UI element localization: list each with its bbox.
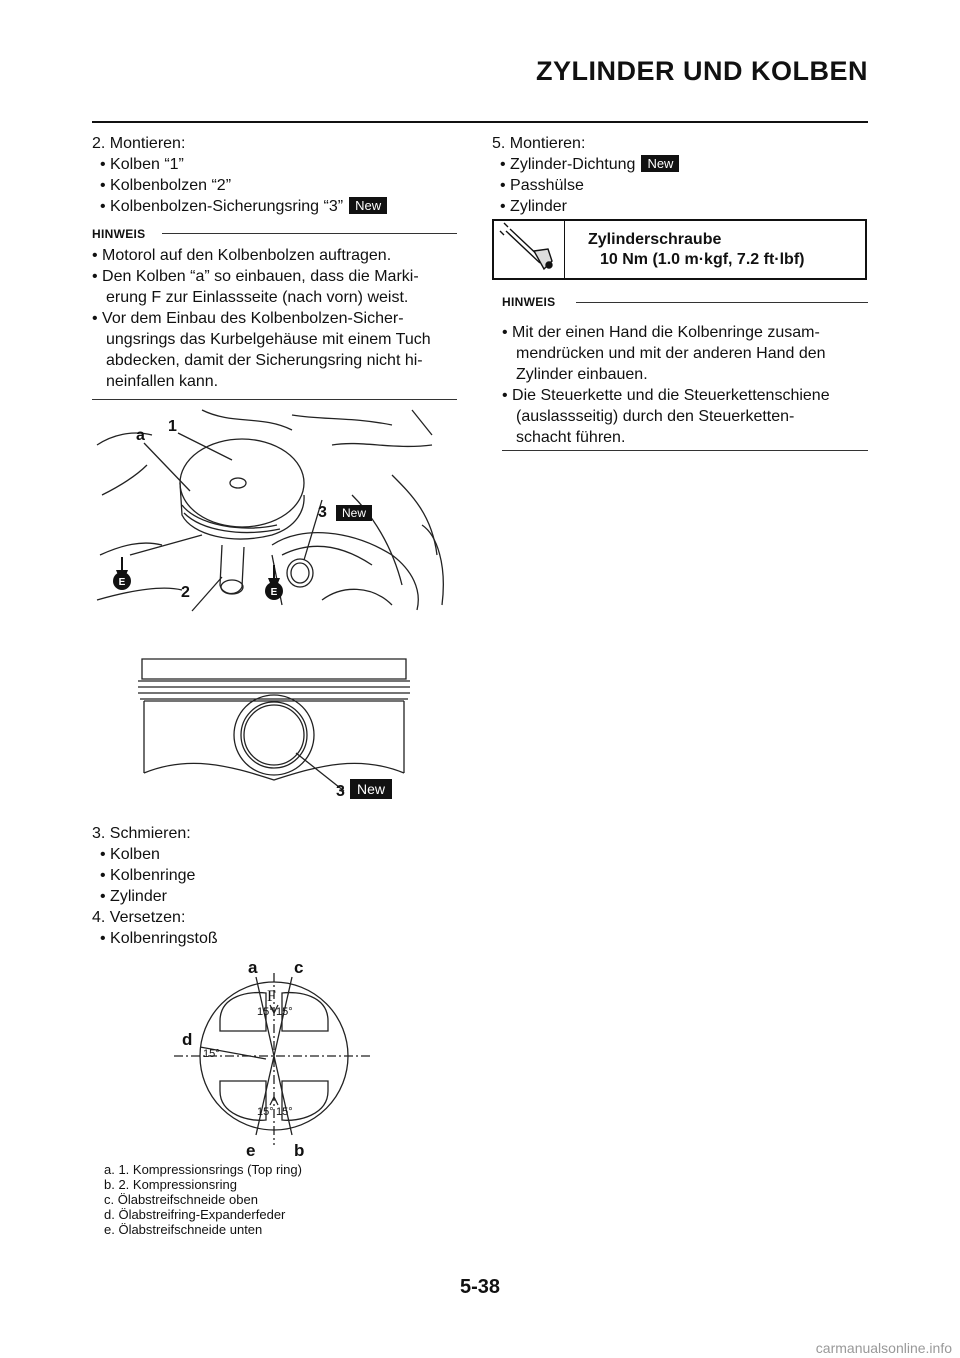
new-badge-fig1-text: New [341,506,367,520]
piston-install-figure [92,405,457,615]
angle-label: 15° [257,1006,274,1018]
header-rule [92,121,868,123]
note-right-6: schacht führen. [516,429,626,446]
hinweis-label-right: HINWEIS [502,295,556,309]
step2-item-1: • Kolben “1” [100,156,184,173]
hinweis-rule-left [162,233,457,234]
new-badge: New [349,197,387,214]
step5-item-1-text: • Zylinder-Dichtung [500,156,636,173]
label-e: e [246,1141,256,1160]
page-title: ZYLINDER UND KOLBEN [536,56,868,86]
oil-symbol-right [265,565,283,600]
label-a: a [136,427,145,444]
caption-b: b. 2. Kompressionsring [104,1177,237,1192]
note-left-7: neinfallen kann. [106,373,219,390]
note-left-5: ungsrings das Kurbelgehäuse mit einem Tuch [106,331,431,348]
new-badge: New [641,155,679,172]
label-2: 2 [181,584,190,601]
notes-end-rule-left [92,399,457,400]
label-c: c [294,958,304,977]
step3-item-1: • Kolben [100,846,160,863]
angle-label: 15° [257,1106,274,1118]
ring-gap-diagram [170,955,380,1160]
step2-item-3 [100,196,387,217]
step3-item-2: • Kolbenringe [100,867,196,884]
note-left-2: • Den Kolben “a” so einbauen, dass die Marki- [92,268,419,285]
note-left-4: • Vor dem Einbau des Kolbenbolzen-Sicher- [92,310,404,327]
page-number: 5-38 [459,1276,501,1298]
label-1: 1 [168,418,177,435]
torque-wrench-icon [494,221,564,278]
torque-wrench-cell [494,221,565,278]
oil-symbol-label: E [118,577,126,588]
torque-spec-box [492,219,867,280]
torque-name: Zylinderschraube [588,231,722,248]
oil-symbol-left [113,557,131,590]
note-left-3: erung F zur Einlassseite (nach vorn) weist. [106,289,409,306]
watermark-url: carmanualsonline.info [815,1340,952,1356]
torque-value: 10 Nm (1.0 m·kgf, 7.2 ft·lbf) [600,251,805,268]
note-right-3: Zylinder einbauen. [516,366,648,383]
step3-item-3: • Zylinder [100,888,167,905]
caption-e: e. Ölabstreifschneide unten [104,1222,263,1237]
step2-item-3-text: • Kolbenbolzen-Sicherungsring “3” [100,198,344,215]
note-right-2: mendrücken und mit der anderen Hand den [516,345,826,362]
notes-end-rule-right [502,450,868,451]
note-left-1: • Motorol auf den Kolbenbolzen auftragen. [92,247,392,264]
piston-side-figure [128,655,418,805]
new-badge-fig2-text: New [356,781,386,797]
caption-d: d. Ölabstreifring-Expanderfeder [104,1207,286,1222]
label-3-fig2: 3 [336,783,345,800]
note-right-5: (auslassseitig) durch den Steuerketten- [516,408,795,425]
label-b: b [294,1141,305,1160]
step5-title: 5. Montieren: [492,135,586,152]
note-left-6: abdecken, damit der Sicherungsring nicht hi- [106,352,423,369]
step2-title: 2. Montieren: [92,135,186,152]
step5-item-1 [500,154,679,175]
hinweis-label-left: HINWEIS [92,227,146,241]
front-mark-f: F [267,988,276,1005]
step2-item-2: • Kolbenbolzen “2” [100,177,232,194]
step5-item-3: • Zylinder [500,198,567,215]
step5-item-2: • Passhülse [500,177,584,194]
label-d: d [182,1030,193,1049]
oil-symbol-label: E [270,587,278,598]
angle-label: 15° [276,1106,293,1118]
step4-item-1: • Kolbenringstoß [100,930,218,947]
label-a: a [248,958,258,977]
note-right-4: • Die Steuerkette und die Steuerkettenschiene [502,387,830,404]
caption-a: a. 1. Kompressionsrings (Top ring) [104,1162,302,1177]
label-3: 3 [318,504,327,521]
angle-label: 15° [276,1006,293,1018]
caption-c: c. Ölabstreifschneide oben [104,1192,258,1207]
note-right-1: • Mit der einen Hand die Kolbenringe zusam- [502,324,820,341]
angle-label: 15° [203,1048,220,1060]
step4-title: 4. Versetzen: [92,909,186,926]
hinweis-rule-right [576,302,868,303]
step3-title: 3. Schmieren: [92,825,191,842]
